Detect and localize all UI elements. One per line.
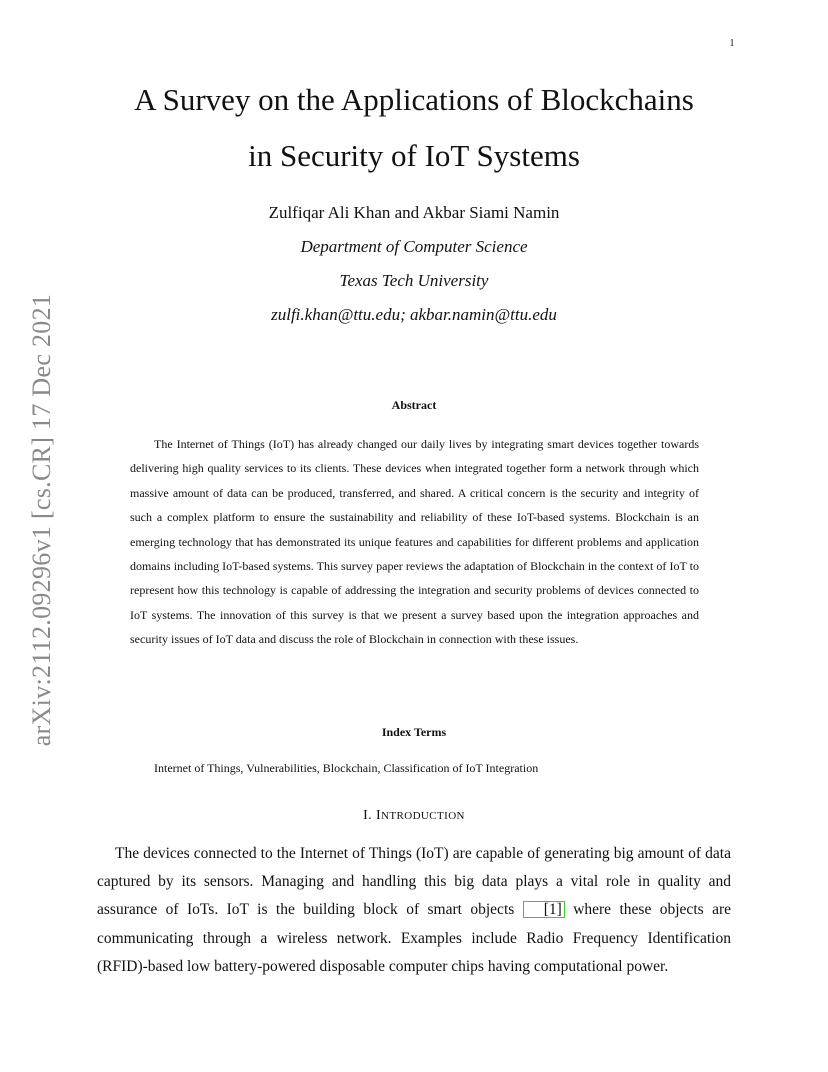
paper-title <box>90 72 738 184</box>
abstract-text: The Internet of Things (IoT) has already changed our daily lives by integrating smart devices together towards delivering high quality services to its clients. These devices when integrated together form a network through which massive amount of data can be produced, transferred, and shared. A critical concern is the security and integrity of such a complex platform to ensure the sustainability and reliability of these IoT-based systems. Blockchain is an emerging technology that has demonstrated its unique features and capabilities for different problems and application domains including IoT-based systems. This survey paper reviews the adaptation of Blockchain in the context of IoT to represent how this technology is capable of addressing the integration and security problems of devices connected to IoT systems. The innovation of this survey is that we present a survey based upon the integration approaches and security issues of IoT data and discuss the role of Blockchain in connection with these issues. <box>130 437 699 647</box>
title-line-1: A Survey on the Applications of Blockchains <box>134 82 694 117</box>
author-emails: zulfi.khan@ttu.edu; akbar.namin@ttu.edu <box>271 305 557 324</box>
author-block <box>90 196 738 332</box>
abstract-heading: Abstract <box>391 398 437 412</box>
section-number: I. <box>363 808 373 823</box>
section-title-first: I <box>375 808 382 823</box>
intro-paragraph <box>97 840 731 981</box>
section-title <box>376 808 465 823</box>
title-line-2: in Security of IoT Systems <box>248 138 580 173</box>
author-department: Department of Computer Science <box>300 237 528 256</box>
index-terms-heading: Index Terms <box>381 725 447 739</box>
page-number: 1 <box>729 38 735 49</box>
section-title-rest: NTRODUCTION <box>381 810 465 822</box>
section-heading <box>90 808 738 824</box>
intro-text-before-cite: The devices connected to the Internet of Things (IoT) are capable of generating big amount of data captured by its sensors. Managing and handling this big data plays a vital role in quality and assurance of IoTs. IoT is the building block of smart objects <box>97 845 731 919</box>
arxiv-stamp: arXiv:2112.09296v1 [cs.CR] 17 Dec 2021 <box>27 293 56 747</box>
author-university: Texas Tech University <box>339 271 489 290</box>
index-terms-text: Internet of Things, Vulnerabilities, Blockchain, Classification of IoT Integration <box>154 761 539 775</box>
intro-text-after-cite: where these objects are communicating through a wireless network. Examples include Radio Frequency Identification (RFID)-based low battery-powered disposable computer chips having computational power. <box>97 901 731 975</box>
author-names: Zulfiqar Ali Khan and Akbar Siami Namin <box>268 203 560 222</box>
citation-link[interactable]: [1] <box>523 901 565 918</box>
